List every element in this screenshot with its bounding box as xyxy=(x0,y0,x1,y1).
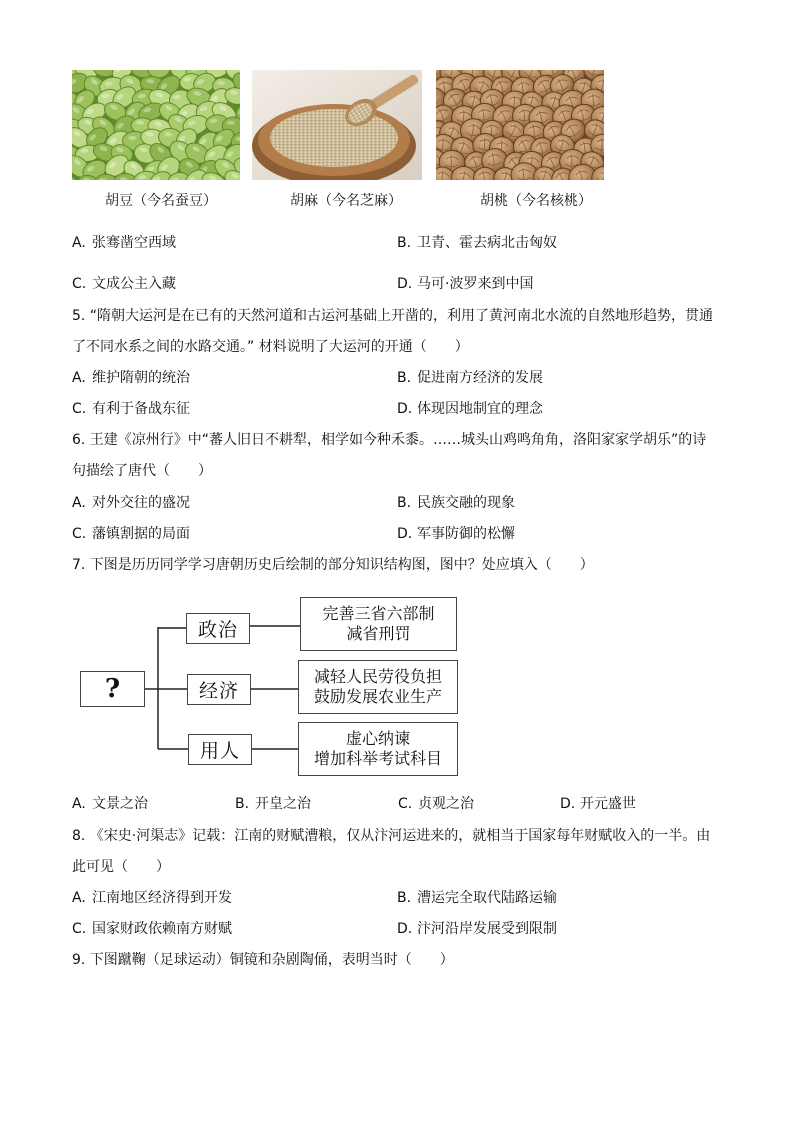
diagram-unknown-box xyxy=(80,671,145,707)
walnut-picture xyxy=(436,70,604,180)
q7-option-c[interactable] xyxy=(398,794,474,814)
category-label: 政治 xyxy=(197,619,238,641)
option-text: 民族交融的现象 xyxy=(417,495,515,511)
detail-line: 完善三省六部制 xyxy=(322,604,435,623)
option-text: 有利于备战东征 xyxy=(92,401,190,417)
option-letter: C. xyxy=(398,796,413,812)
option-text: 开皇之治 xyxy=(255,796,311,812)
diagram-detail-politics xyxy=(300,597,457,651)
figure-caption-fava: 胡豆（今名蚕豆） xyxy=(105,193,217,209)
diagram-category-personnel xyxy=(188,734,252,765)
q7-stem-line-1: 7. 下图是历历同学学习唐朝历史后绘制的部分知识结构图，图中？处应填入（ ） xyxy=(72,557,594,573)
option-letter: D. xyxy=(397,526,413,542)
diagram-detail-economy xyxy=(298,660,458,714)
option-text: 促进南方经济的发展 xyxy=(417,370,543,386)
option-letter: D. xyxy=(397,401,413,417)
option-text: 贞观之治 xyxy=(418,796,474,812)
q6-option-d[interactable] xyxy=(397,524,515,544)
option-letter: C. xyxy=(72,276,87,292)
option-letter: A. xyxy=(72,796,86,812)
fava-bean-image xyxy=(72,70,240,180)
option-letter: B. xyxy=(397,235,412,251)
option-text: 开元盛世 xyxy=(580,796,636,812)
detail-line: 增加科举考试科目 xyxy=(313,749,442,768)
option-letter: B. xyxy=(397,495,412,511)
figure-caption-walnut: 胡桃（今名核桃） xyxy=(480,193,592,209)
q9-stem-line-1: 9. 下图蹴鞠（足球运动）铜镜和杂剧陶俑，表明当时（ ） xyxy=(72,952,454,968)
q8-option-a[interactable] xyxy=(72,888,232,908)
q4-option-b[interactable] xyxy=(397,233,557,253)
q8-option-b[interactable] xyxy=(397,888,557,908)
option-text: 文成公主入藏 xyxy=(92,276,176,292)
option-text: 江南地区经济得到开发 xyxy=(92,890,232,906)
q8-stem-line-1: 8. 《宋史·河渠志》记载：江南的财赋漕粮，仅从汴河运进来的，就相当于国家每年财赋收入的一半。由 xyxy=(72,828,711,844)
option-letter: D. xyxy=(397,276,413,292)
option-letter: A. xyxy=(72,370,86,386)
q7-option-a[interactable] xyxy=(72,794,148,814)
category-label: 用人 xyxy=(199,740,240,762)
sesame-image xyxy=(252,70,422,180)
option-letter: A. xyxy=(72,890,86,906)
option-letter: B. xyxy=(235,796,250,812)
option-letter: C. xyxy=(72,401,87,417)
option-letter: D. xyxy=(397,921,413,937)
figure-caption-sesame: 胡麻（今名芝麻） xyxy=(290,193,402,209)
q4-option-c[interactable] xyxy=(72,274,176,294)
fava-bean-picture xyxy=(72,70,240,180)
option-text: 马可·波罗来到中国 xyxy=(417,276,534,292)
option-text: 对外交往的盛况 xyxy=(92,495,190,511)
detail-line: 减轻人民劳役负担 xyxy=(313,667,442,686)
option-letter: D. xyxy=(560,796,576,812)
category-label: 经济 xyxy=(198,680,239,702)
q6-stem-line-2: 句描绘了唐代（ ） xyxy=(72,463,212,479)
diagram-detail-personnel xyxy=(298,722,458,776)
q5-option-b[interactable] xyxy=(397,368,543,388)
sesame-bowl-picture xyxy=(252,70,422,180)
walnut-image xyxy=(436,70,604,180)
q5-option-d[interactable] xyxy=(397,399,543,419)
diagram-category-politics xyxy=(186,613,250,644)
option-text: 文景之治 xyxy=(92,796,148,812)
option-text: 体现因地制宜的理念 xyxy=(417,401,543,417)
q6-option-b[interactable] xyxy=(397,493,515,513)
q7-option-b[interactable] xyxy=(235,794,311,814)
option-letter: C. xyxy=(72,921,87,937)
detail-line: 减省刑罚 xyxy=(346,624,411,643)
option-letter: A. xyxy=(72,235,86,251)
q8-option-d[interactable] xyxy=(397,919,557,939)
option-text: 汴河沿岸发展受到限制 xyxy=(417,921,557,937)
option-letter: B. xyxy=(397,370,412,386)
q5-option-c[interactable] xyxy=(72,399,190,419)
option-text: 卫青、霍去病北击匈奴 xyxy=(417,235,557,251)
q6-option-c[interactable] xyxy=(72,524,190,544)
q6-option-a[interactable] xyxy=(72,493,190,513)
option-text: 军事防御的松懈 xyxy=(417,526,515,542)
q7-option-d[interactable] xyxy=(560,794,636,814)
option-letter: A. xyxy=(72,495,86,511)
option-letter: B. xyxy=(397,890,412,906)
q5-stem-line-1: 5. “隋朝大运河是在已有的天然河道和古运河基础上开凿的，利用了黄河南北水流的自然地形趋势，贯通 xyxy=(72,308,714,324)
option-text: 张骞凿空西域 xyxy=(92,235,176,251)
question-mark: ? xyxy=(104,674,121,704)
q6-stem-line-1: 6. 王建《凉州行》中“蕃人旧日不耕犁，相学如今种禾黍。……城头山鸡鸣角角，洛阳家家学胡乐”的诗 xyxy=(72,432,707,448)
option-text: 维护隋朝的统治 xyxy=(92,370,190,386)
detail-line: 虚心纳谏 xyxy=(345,729,410,748)
option-text: 漕运完全取代陆路运输 xyxy=(417,890,557,906)
option-letter: C. xyxy=(72,526,87,542)
q5-stem-line-2: 了不同水系之间的水路交通。” 材料说明了大运河的开通（ ） xyxy=(72,339,469,355)
detail-line: 鼓励发展农业生产 xyxy=(313,687,442,706)
q8-stem-line-2: 此可见（ ） xyxy=(72,859,170,875)
q4-option-d[interactable] xyxy=(397,274,533,294)
q5-option-a[interactable] xyxy=(72,368,190,388)
diagram-category-economy xyxy=(187,674,251,705)
option-text: 国家财政依赖南方财赋 xyxy=(92,921,232,937)
q4-option-a[interactable] xyxy=(72,233,176,253)
q8-option-c[interactable] xyxy=(72,919,232,939)
option-text: 藩镇割据的局面 xyxy=(92,526,190,542)
